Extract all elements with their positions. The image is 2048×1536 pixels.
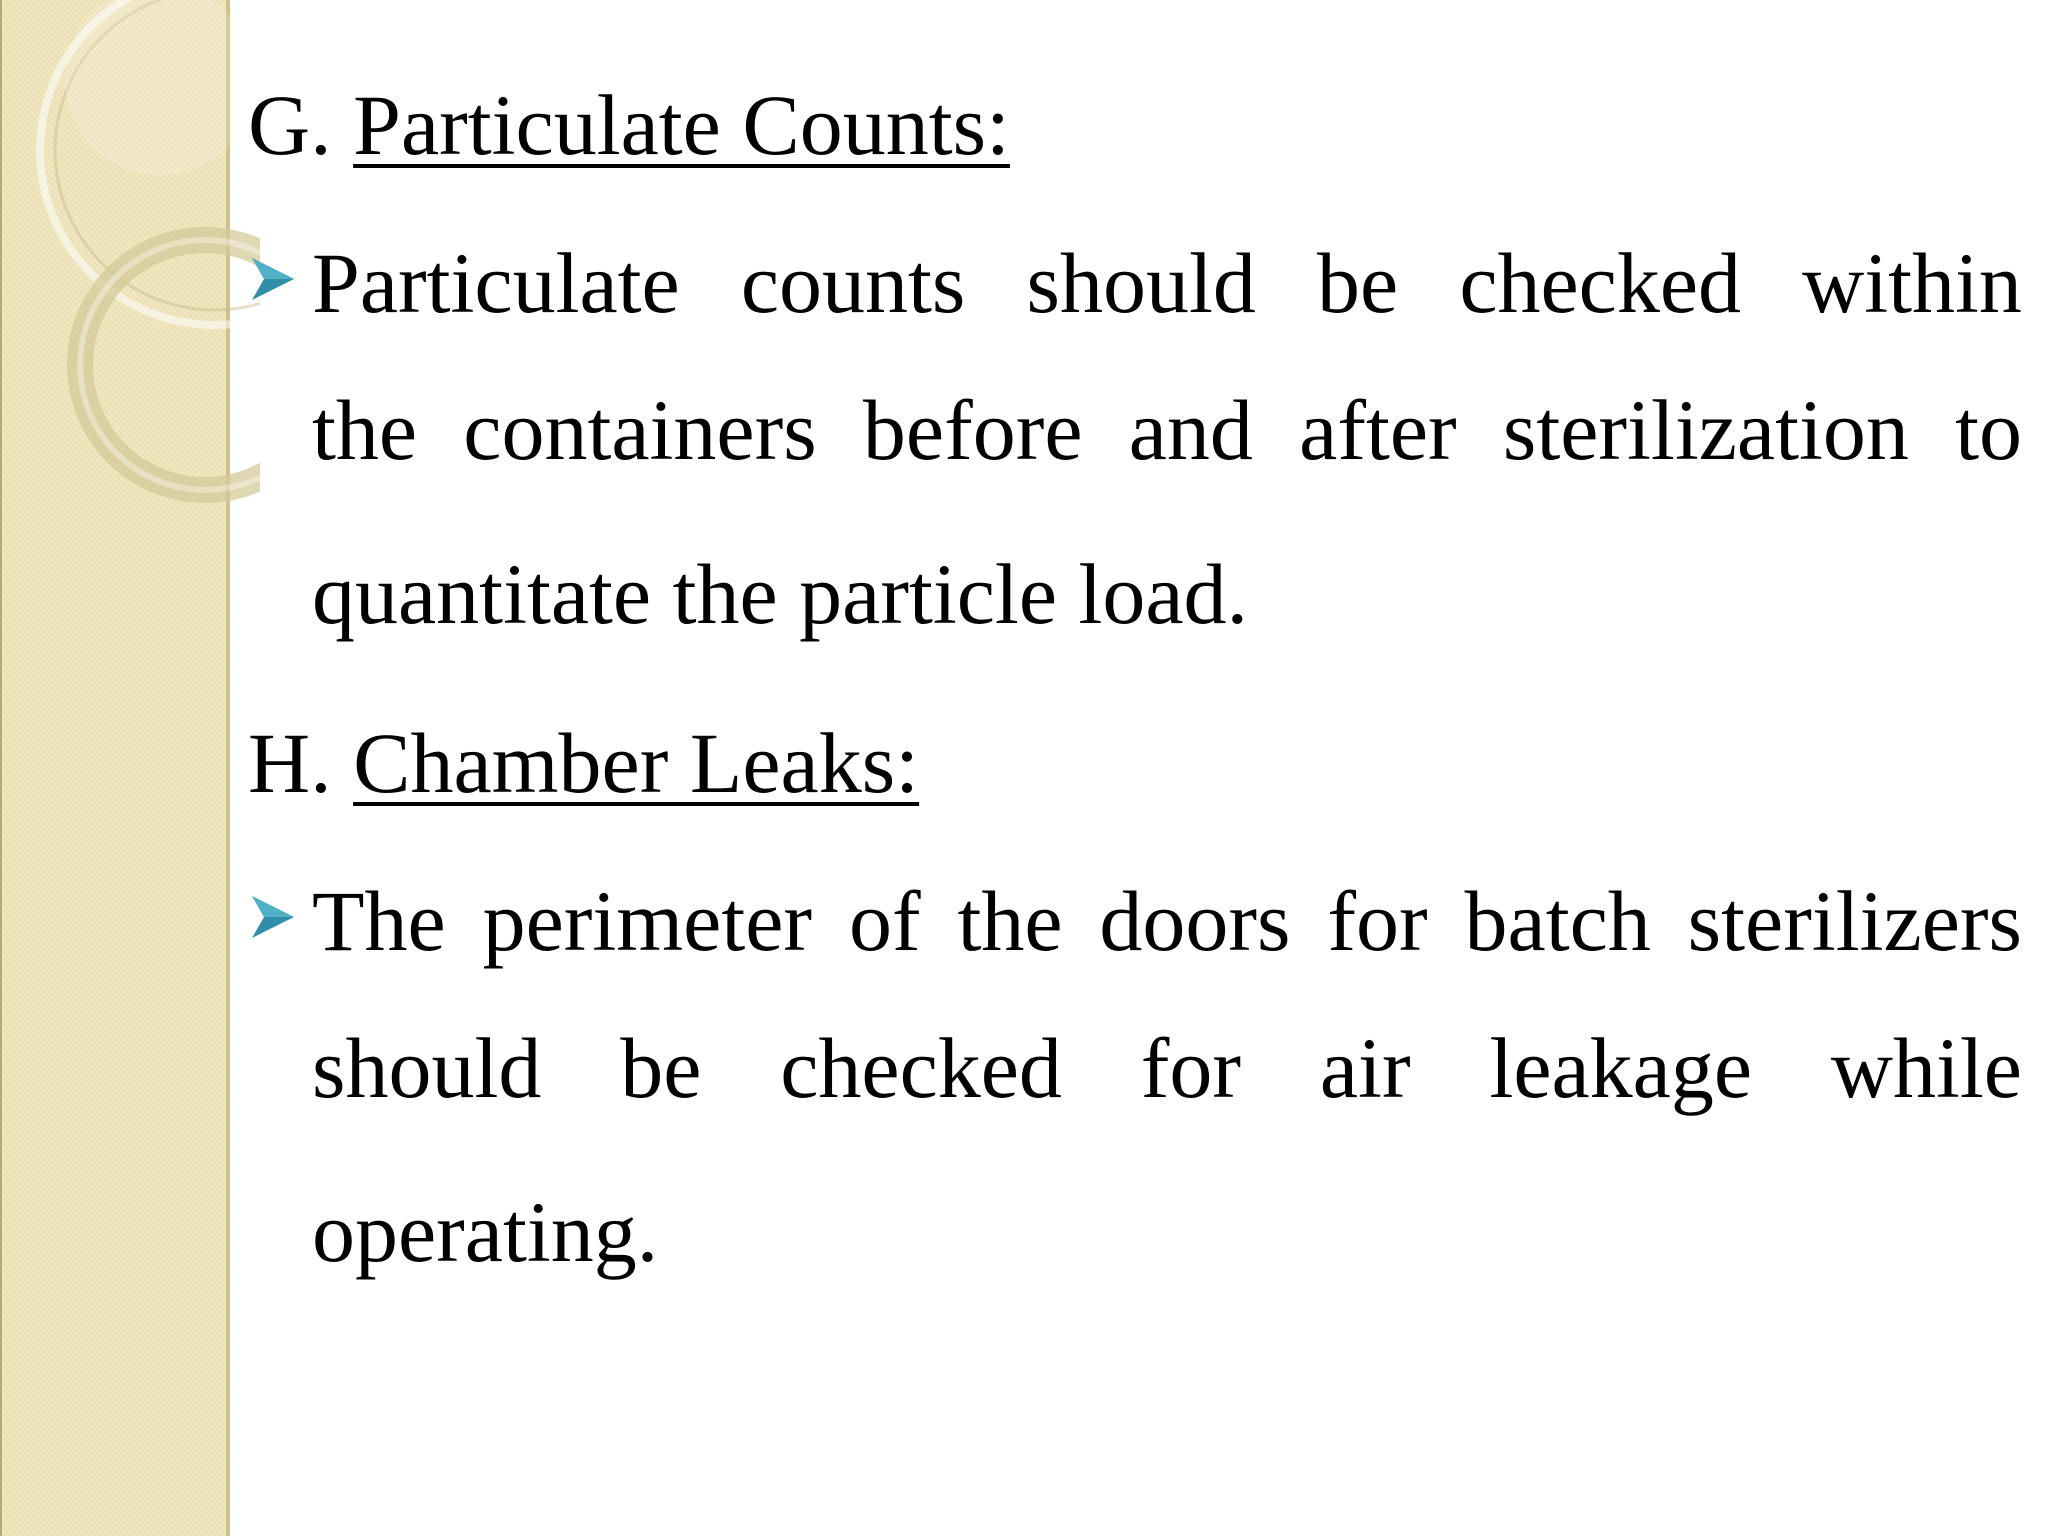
arrowhead-bullet-icon bbox=[248, 892, 298, 942]
section-letter: G. bbox=[248, 77, 332, 173]
bullet-text-line: The perimeter of the doors for batch sterilizers bbox=[312, 873, 2022, 969]
bullet-item bbox=[248, 856, 2022, 1314]
bullet-item bbox=[248, 218, 2022, 676]
bullet-text-line: operating. bbox=[312, 1184, 659, 1280]
bullet-text-line: quantitate the particle load. bbox=[312, 546, 1249, 642]
bullet-text-line: Particulate counts should be checked within bbox=[312, 235, 2022, 331]
section-heading-h bbox=[248, 698, 2022, 828]
section-heading-g bbox=[248, 60, 2022, 190]
bullet-text-line: the containers before and after sterilization to bbox=[312, 382, 2022, 478]
section-letter: H. bbox=[248, 715, 332, 811]
bullet-text-line: should be checked for air leakage while bbox=[312, 1020, 2022, 1116]
arrowhead-bullet-icon bbox=[248, 254, 298, 304]
slide-content bbox=[248, 60, 2022, 1336]
decorative-rings bbox=[0, 0, 260, 520]
section-title: Chamber Leaks: bbox=[353, 715, 920, 811]
section-title: Particulate Counts: bbox=[353, 77, 1010, 173]
